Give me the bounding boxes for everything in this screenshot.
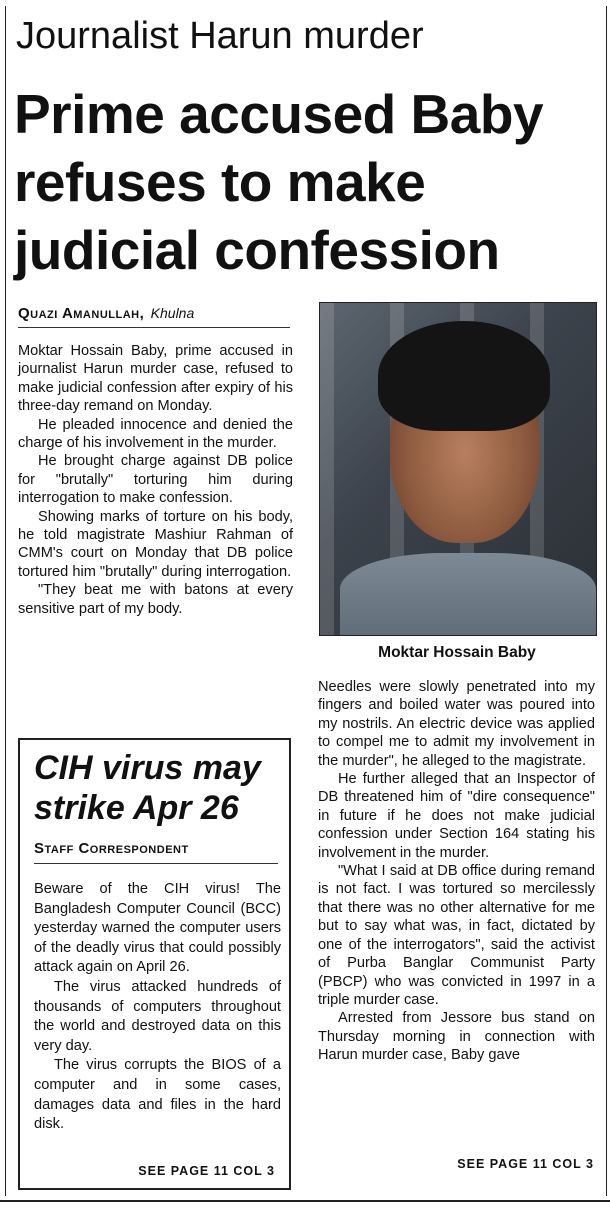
article-byline: [18, 305, 290, 328]
article-column-right: [318, 678, 595, 1065]
article-paragraph: Needles were slowly penetrated into my fingers and boiled water was poured into my nostrils. An electric device was applied to compel me to admit my involvement in the murder", he alleged to the magistrate.: [318, 679, 595, 769]
headline-line-1: Prime accused Baby: [14, 83, 544, 145]
bottom-rule: [0, 1200, 610, 1202]
sidebar-paragraph: The virus corrupts the BIOS of a computer and in some cases, damages data and files in the hard disk.: [34, 1057, 281, 1133]
sidebar-paragraph: Beware of the CIH virus! The Bangladesh Computer Council (BCC) yesterday warned the computer users of the deadly virus that could possibly attack again on April 26.: [34, 881, 281, 976]
headline-line-2: refuses to make: [14, 151, 426, 213]
photo-shirt: [340, 553, 596, 636]
article-paragraph: "They beat me with batons at every sensitive part of my body.: [18, 582, 293, 617]
portrait-photo: [319, 302, 597, 636]
article-paragraph: Arrested from Jessore bus stand on Thursday morning in connection with Harun murder case, Baby gave: [318, 1010, 595, 1064]
article-column-left: [18, 342, 293, 618]
sidebar-title-line-2: strike Apr 26: [34, 789, 239, 827]
article-paragraph: "What I said at DB office during remand is not fact. I was tortured so mercilessly that there was no other alternative for me but to say what was, in fact, dictated by one of the interrogators", said the activist of Purba Banglar Communist Party (PBCP) who was convicted in 1997 in a triple murder case.: [318, 863, 595, 1008]
sidebar-story-byline: [34, 840, 278, 864]
article-continuation: SEE PAGE 11 COL 3: [457, 1157, 594, 1171]
article-paragraph: Moktar Hossain Baby, prime accused in journalist Harun murder case, refused to make judicial confession after expiry of his three-day remand on Monday.: [18, 343, 293, 415]
headline-line-3: judicial confession: [14, 219, 500, 281]
sidebar-continuation: SEE PAGE 11 COL 3: [138, 1164, 275, 1178]
sidebar-title-line-1: CIH virus may: [34, 749, 261, 787]
sidebar-byline-text: Staff Correspondent: [34, 840, 189, 857]
kicker-headline: Journalist Harun murder: [16, 15, 424, 57]
sidebar-story-body: [34, 880, 281, 1135]
sidebar-story-box: [18, 738, 291, 1190]
main-headline: [14, 80, 604, 284]
article-paragraph: He brought charge against DB police for "brutally" torturing him during interrogation to make confession.: [18, 453, 293, 507]
byline-location: Khulna: [150, 305, 195, 321]
sidebar-story-title: [34, 748, 284, 828]
sidebar-paragraph: The virus attacked hundreds of thousands of computers throughout the world and destroyed data on this very day.: [34, 978, 281, 1054]
article-paragraph: He further alleged that an Inspector of DB threatened him of "dire consequence" in future if he does not make judicial confession under Section 164 stating his involvement in the murder.: [318, 771, 595, 861]
article-paragraph: Showing marks of torture on his body, he told magistrate Mashiur Rahman of CMM's court on Monday that DB police tortured him "brutally" during interrogation.: [18, 508, 293, 580]
byline-name: Quazi Amanullah,: [18, 305, 145, 322]
photo-hair: [378, 321, 550, 431]
article-paragraph: He pleaded innocence and denied the charge of his involvement in the murder.: [18, 416, 293, 452]
photo-caption: Moktar Hossain Baby: [378, 644, 536, 661]
